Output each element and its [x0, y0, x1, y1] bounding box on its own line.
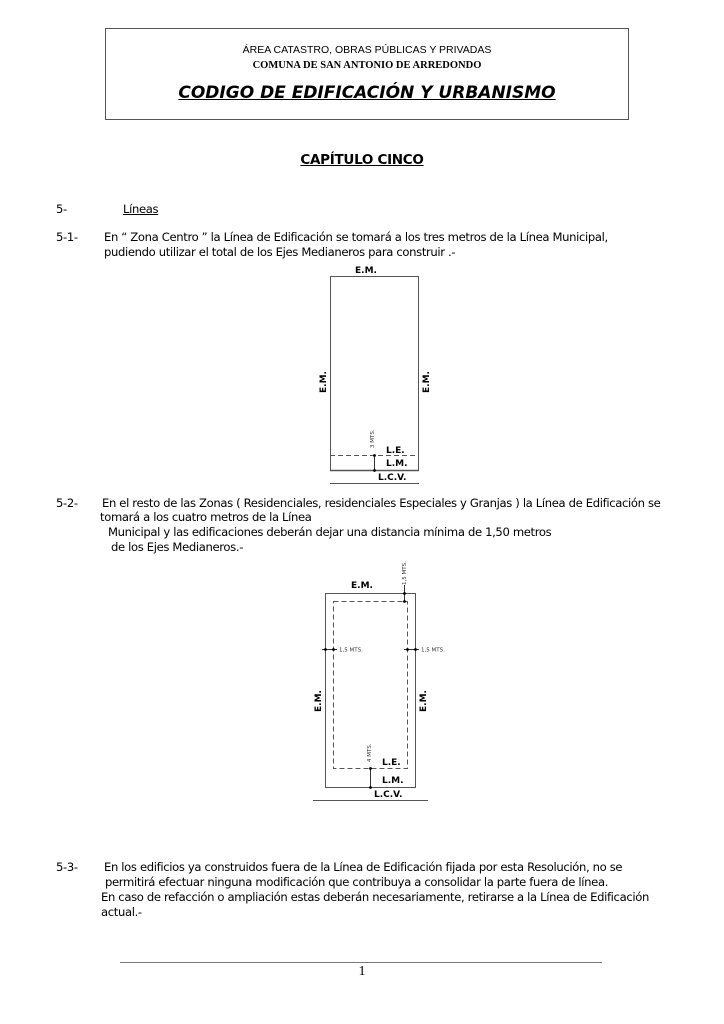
item-5-1-line-1: En “ Zona Centro ” la Línea de Edificación se tomará a los tres metros de la Línea Municipal,	[104, 230, 608, 244]
diagram1-lcv-label: L.C.V.	[378, 473, 407, 483]
diagram2-le-label: L.E.	[382, 758, 401, 768]
diagram2-right-setback-label: 1,5 MTS.	[421, 647, 445, 654]
item-number-5-2: 5-2-	[56, 496, 78, 510]
item-5-3-line-1: En los edificios ya construidos fuera de la Línea de Edificación fijada por esta Resolución, no se	[104, 860, 623, 874]
diagram2-top-setback-label: 1,5 MTS.	[402, 561, 408, 585]
page-number: 1	[358, 964, 366, 979]
item-5-2-line-4: de los Ejes Medianeros.-	[111, 540, 244, 554]
item-5-3-line-3: En caso de refacción o ampliación estas deberán necesariamente, retirarse a la Línea de Edificación	[101, 890, 649, 904]
item-5-1-line-2: pudiendo utilizar el total de los Ejes Medianeros para construir .-	[104, 245, 456, 259]
document-title: CODIGO DE EDIFICACIÓN Y URBANISMO	[178, 83, 556, 103]
item-5-2-line-2: tomará a los cuatro metros de la Línea	[100, 510, 312, 524]
header-comuna-text: COMUNA DE SAN ANTONIO DE ARREDONDO	[252, 60, 482, 71]
section-number: 5-	[56, 202, 67, 216]
setback-diagram-zona-centro	[300, 262, 440, 487]
diagram2-top-label: E.M.	[351, 581, 373, 591]
footer-divider	[120, 962, 602, 963]
item-5-2-line-3: Municipal y las edificaciones deberán dejar una distancia mínima de 1,50 metros	[108, 525, 552, 539]
document-header	[105, 28, 629, 120]
chapter-heading: CAPÍTULO CINCO	[300, 152, 424, 168]
diagram1-top-label: E.M.	[355, 266, 377, 276]
diagram1-le-label: L.E.	[386, 446, 405, 456]
diagram2-lcv-label: L.C.V.	[374, 790, 403, 800]
diagram1-setback-label: 3 MTS.	[370, 429, 376, 448]
item-5-3-line-2: permitirá efectuar ninguna modificación que contribuya a consolidar la parte fuera de línea.	[105, 875, 609, 889]
diagram1-left-label: E.M.	[319, 371, 329, 393]
diagram2-lm-label: L.M.	[382, 776, 404, 786]
diagram2-right-label: E.M.	[419, 690, 429, 712]
item-number-5-1: 5-1-	[56, 230, 78, 244]
setback-diagram-residential	[300, 555, 460, 805]
section-title: Líneas	[123, 202, 159, 216]
diagram1-right-label: E.M.	[422, 371, 432, 393]
header-area-text: ÁREA CATASTRO, OBRAS PÚBLICAS Y PRIVADAS	[242, 44, 492, 56]
item-5-3-line-4: actual.-	[101, 905, 142, 919]
diagram2-front-setback-label: 4 MTS.	[367, 743, 373, 762]
diagram2-left-setback-label: 1,5 MTS.	[339, 647, 363, 654]
diagram1-lm-label: L.M.	[386, 459, 408, 469]
diagram2-left-label: E.M.	[314, 690, 324, 712]
item-number-5-3: 5-3-	[56, 860, 78, 874]
item-5-2-line-1: En el resto de las Zonas ( Residenciales, residenciales Especiales y Granjas ) la Línea de Edificación se	[102, 496, 661, 510]
